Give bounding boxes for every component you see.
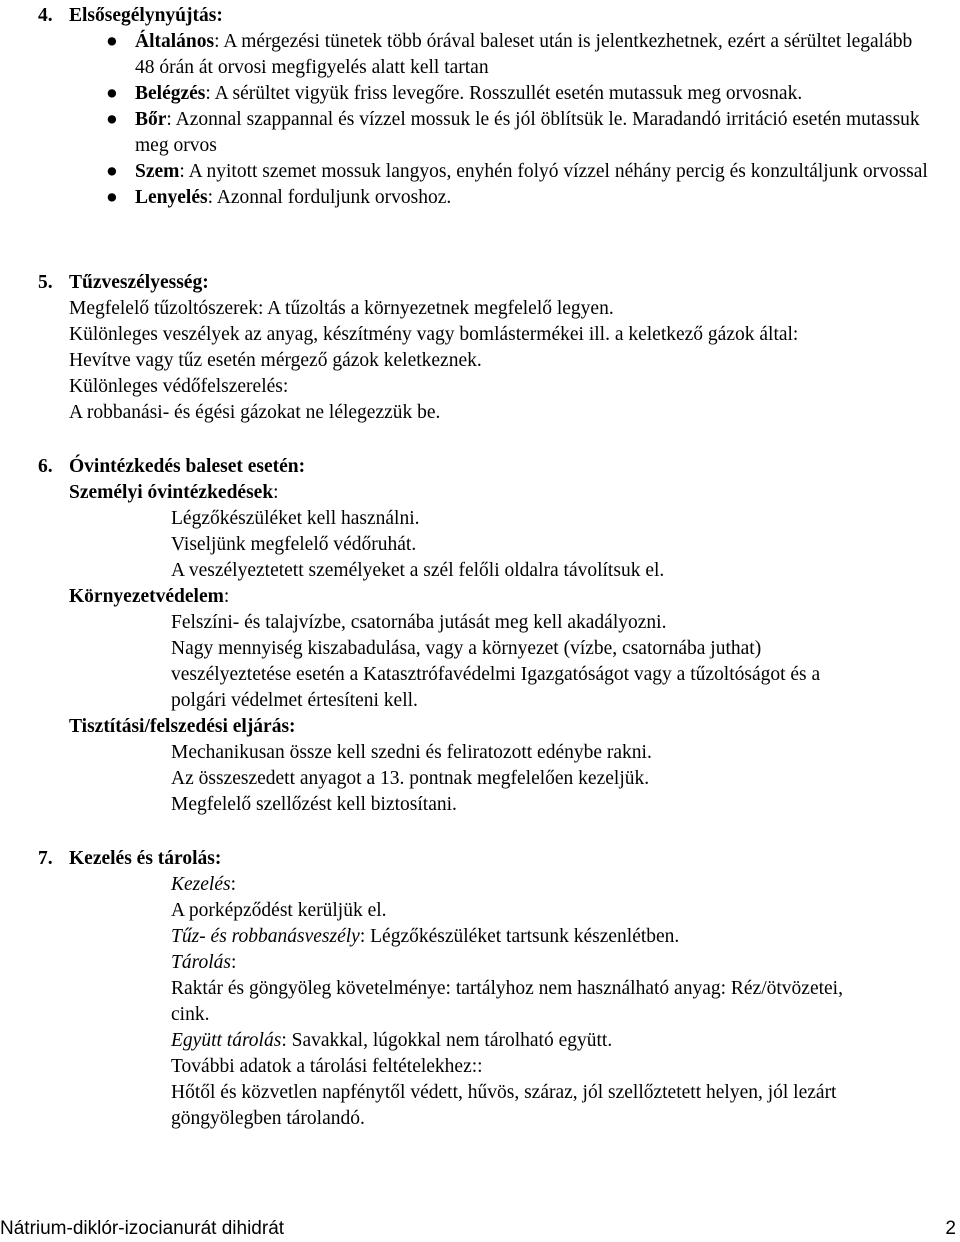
list-item: ● Belégzés: A sérültet vigyük friss levegőre. Rosszullét esetén mutassuk meg orvosnak. [0, 81, 935, 107]
list-item: ● Lenyelés: Azonnal forduljunk orvoshoz. [0, 185, 935, 211]
environment-measures: Felszíni- és talajvízbe, csatornába jutását meg kell akadályozni. Nagy mennyiség kiszabadulása, vagy a környezet (vízbe, csatornába juthat) veszélyeztetése esetén a Katasztrófavédelmi Igazgatóságot vagy a tűzoltóságot és a polgári védelmet értesíteni kell. [171, 612, 821, 711]
section-title: Elsősegélynyújtás: [69, 5, 223, 26]
first-aid-list [0, 29, 960, 211]
subheading-cleanup: Tisztítási/felszedési eljárás: [69, 716, 296, 737]
list-item: ● Bőr: Azonnal szappannal és vízzel mossuk le és jól öblítsük le. Maradandó irritáció esetén mutassuk meg orvos [106, 109, 920, 156]
handling-storage-text: Kezelés: A porképződést kerüljük el. Tűz- és robbanásveszély: Légzőkészüléket tartsunk készenlétben. Tárolás: Raktár és göngyöleg követelménye: tartályhoz nem használható anyag: Réz/ötvözetei, cink. Együtt tárolás: Savakkal, lúgokkal nem tárolható együtt. További adatok a tárolási feltételekhez:: Hőtől és közvetlen napfénytől védett, hűvös, száraz, jól szellőztetett helyen, jól lezárt göngyölegben tárolandó. [171, 874, 843, 1129]
section-number: 6. [38, 456, 53, 477]
list-item: ● Szem: A nyitott szemet mossuk langyos, enyhén folyó vízzel néhány percig és konzultáljunk orvossal [0, 159, 935, 185]
page-number: 2 [945, 1218, 956, 1239]
subheading-personal: Személyi óvintézkedések: [69, 482, 279, 503]
section-number: 7. [38, 848, 53, 869]
bullet-icon: ● [106, 31, 118, 52]
bullet-icon: ● [106, 83, 118, 104]
bullet-icon: ● [106, 161, 118, 182]
personal-measures: Légzőkészüléket kell használni. Viseljünk megfelelő védőruhát. A veszélyeztetett személyeket a szél felőli oldalra távolítsuk el. [171, 508, 665, 581]
section-title: Óvintézkedés baleset esetén: [69, 456, 306, 477]
cleanup-procedure: Mechanikusan össze kell szedni és feliratozott edénybe rakni. Az összeszedett anyagot a 13. pontnak megfelelően kezeljük. Megfelelő szellőzést kell biztosítani. [171, 742, 652, 815]
section-title: Kezelés és tárolás: [69, 848, 222, 869]
bullet-icon: ● [106, 109, 118, 130]
document-name: Nátrium-diklór-izocianurát dihidrát [0, 1218, 285, 1239]
fire-hazard-text: Megfelelő tűzoltószerek: A tűzoltás a környezetnek megfelelő legyen. Különleges veszélyek az anyag, készítmény vagy bomlástermékei ill. a keletkező gázok által: Hevítve vagy tűz esetén mérgező gázok keletkeznek. Különleges védőfelszerelés: A robbanási- és égési gázokat ne lélegezzük be. [69, 298, 799, 423]
subheading-environment: Környezetvédelem: [69, 586, 230, 607]
section-number: 5. [38, 272, 53, 293]
section-number: 4. [38, 5, 53, 26]
list-item: ● Általános: A mérgezési tünetek több órával baleset után is jelentkezhetnek, ezért a sérültet legalább 48 órán át orvosi megfigyelés alatt kell tartan [106, 31, 913, 78]
bullet-icon: ● [106, 187, 118, 208]
section-title: Tűzveszélyesség: [69, 272, 209, 293]
